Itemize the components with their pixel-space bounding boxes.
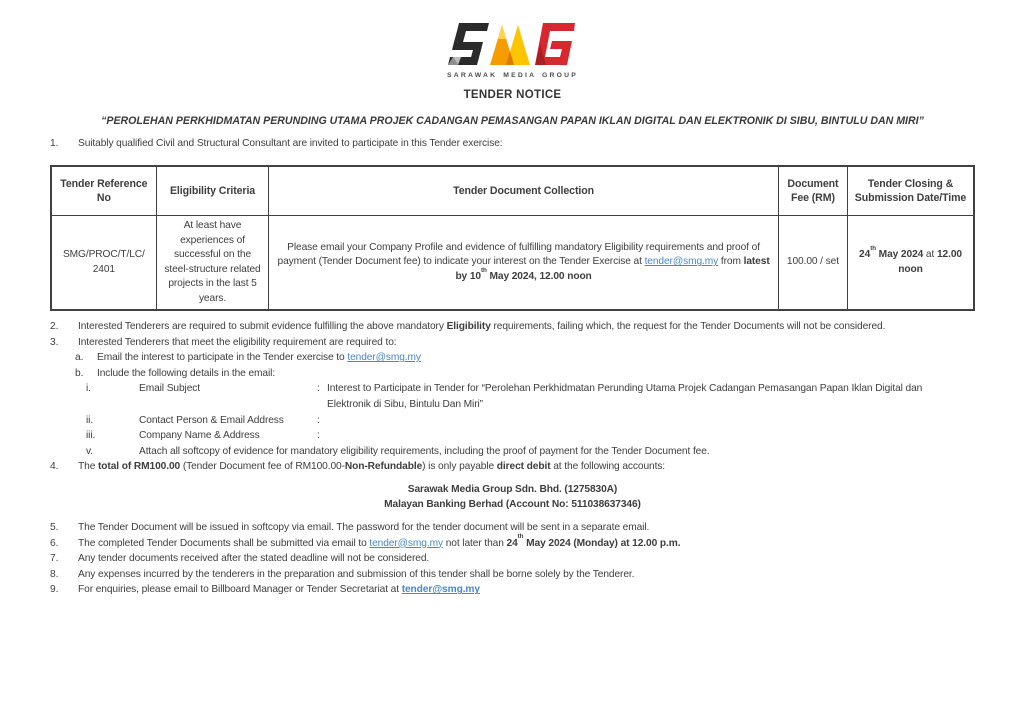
closing-date: 24 [859,249,871,261]
roman-marker: i. [86,383,91,395]
tender-email-link[interactable]: tender@smg.my [347,352,421,364]
bank-account-name: Sarawak Media Group Sdn. Bhd. (1275830A) [407,484,618,496]
list-item-9 [50,582,975,598]
roman-marker: v. [86,445,93,457]
list-item-3a-text [97,350,975,366]
item4-directdebit-bold: direct debit [496,461,551,473]
item6-text: not later than [442,537,507,549]
header-eligibility-criteria: Eligibility Criteria [156,166,269,216]
contact-person-label: Contact Person & Email Address [139,414,284,426]
list-number: 7. [50,553,59,565]
list-item-6 [50,533,975,552]
list-item-3-text: Interested Tenderers that meet the eligibility requirement are required to: [78,336,397,348]
tender-email-link[interactable]: tender@smg.my [644,256,719,268]
colon-separator: : [317,414,320,426]
document-header [50,22,975,127]
cell-eligibility-criteria: At least have experiences of successful on the steel-structure related projects in the last 5 years. [156,216,269,311]
list-number: 3. [50,336,59,348]
cell-document-fee: 100.00 / set [778,216,847,311]
page-title: TENDER NOTICE [463,89,562,101]
list-number: 1. [50,138,59,149]
list-number: 4. [50,461,59,473]
reference-no-line2: 2401 [92,263,115,275]
list-item-5 [50,520,975,536]
list-item-3b-text: Include the following details in the email: [97,367,276,379]
roman-marker: ii. [86,414,94,426]
list-item-3b-i [86,381,975,412]
list-item-3a [75,350,975,366]
list-item-4 [50,459,975,475]
item6-text: The completed Tender Documents shall be submitted via email to [78,537,370,549]
company-name-label: Company Name & Address [139,430,260,442]
list-item-9-text [78,582,975,598]
list-number: 5. [50,522,59,534]
sub-list-marker: a. [75,352,84,364]
collection-deadline: May 2024, 12.00 noon [486,270,592,282]
colon-separator: : [317,383,320,395]
list-item-2 [50,319,975,335]
closing-date: May 2024 [875,249,924,261]
roman-marker: iii. [86,430,96,442]
list-item-8 [50,567,975,583]
item6-deadline-bold: May 2024 (Monday) at 12.00 p.m. [523,537,681,549]
list-item-3 [50,335,975,351]
header-document-fee: Document Fee (RM) [778,166,847,216]
item2-text: Interested Tenderers are required to submit evidence fulfilling the above mandatory [78,321,447,333]
bank-account-block [50,483,975,512]
tender-table [50,165,975,312]
table-row [51,216,974,311]
email-subject-label: Email Subject [139,383,200,395]
list-item-7 [50,551,975,567]
collection-text: Please email your Company Profile and evidence of fulfilling mandatory Eligibility requirements and proof of payment (Tender Document fee) to indicate your interest on the Tender Exercise at [277,241,760,268]
header-tender-closing: Tender Closing & Submission Date/Time [848,166,974,216]
closing-at: at [923,249,937,261]
item4-text: The [78,461,98,473]
cell-tender-reference-no [51,216,156,311]
tender-email-link[interactable]: tender@smg.my [369,537,443,549]
ordinal-suffix: th [870,244,876,252]
smg-logo-icon [448,22,576,66]
header-tender-document-collection: Tender Document Collection [269,166,779,216]
list-item-3b [75,366,975,382]
collection-text: from [718,256,744,268]
tender-email-link[interactable]: tender@smg.my [401,584,480,596]
item4-text: at the following accounts: [550,461,666,473]
list-item-3b-v [86,444,975,460]
item2-text: requirements, failing which, the request for the Tender Documents will not be considered. [490,321,886,333]
logo-subtitle: SARAWAK MEDIA GROUP [447,72,578,79]
attach-softcopy-text: Attach all softcopy of evidence for mandatory eligibility requirements, including the proof of payment for the Tender Document fee. [139,445,710,457]
item4-text: ) is only payable [422,461,497,473]
sub-list-marker: b. [75,367,84,379]
ordinal-suffix: th [517,533,524,541]
list-item-8-text: Any expenses incurred by the tenderers in the preparation and submission of this tender shall be borne solely by the Tenderer. [78,568,635,580]
bank-account-number: Malayan Banking Berhad (Account No: 511038637346) [384,498,641,510]
cell-tender-closing [848,216,974,311]
header-tender-reference-no: Tender Reference No [51,166,156,216]
smg-logo [447,22,578,79]
company-name-value [327,428,975,444]
item2-eligibility-bold: Eligibility [446,321,491,333]
list-number: 2. [50,321,59,333]
item9-text: For enquiries, please email to Billboard Manager or Tender Secretariat at [78,584,402,596]
cell-tender-document-collection [269,216,779,311]
list-item-1-text: Suitably qualified Civil and Structural Consultant are invited to participate in this Tender exercise: [78,138,503,149]
item4-text: (Tender Document fee of RM100.00- [180,461,345,473]
item3a-text: Email the interest to participate in the Tender exercise to [97,352,348,364]
tender-table-header [51,166,974,216]
list-item-3b-iii [86,428,975,444]
item4-total-bold: total of RM100.00 [98,461,181,473]
email-subject-value: Interest to Participate in Tender for “Perolehan Perkhidmatan Perunding Utama Projek Cadangan Pemasangan Papan Iklan Digital dan Elektronik di Sibu, Bintulu Dan Miri” [327,383,923,411]
item6-deadline-bold: 24 [506,537,518,549]
list-item-6-text [78,533,975,552]
closing-time: 12.00 noon [898,249,962,275]
logo-m-facet-light [498,25,506,39]
collection-deadline: latest by 10 [455,256,770,282]
ordinal-suffix: th [481,266,487,274]
list-item-4-text [78,459,975,475]
reference-no-line1: SMG/PROC/T/LC/ [62,249,145,261]
tender-body [50,136,975,598]
list-item-1 [50,136,975,152]
list-number: 6. [50,537,59,549]
list-item-7-text: Any tender documents received after the stated deadline will not be considered. [78,553,430,565]
list-item-2-text [78,319,975,335]
list-item-5-text: The Tender Document will be issued in softcopy via email. The password for the tender document will be sent in a separate email. [78,522,650,534]
list-number: 8. [50,568,59,580]
colon-separator: : [317,430,320,442]
tender-subject-line: “PEROLEHAN PERKHIDMATAN PERUNDING UTAMA PROJEK CADANGAN PEMASANGAN PAPAN IKLAN DIGITAL DAN ELEKTRONIK DI SIBU, BINTULU DAN MIRI” [101,115,924,127]
contact-person-value [327,413,975,429]
item4-nonrefundable-bold: Non-Refundable [344,461,423,473]
list-number: 9. [50,584,59,596]
list-item-3b-ii [86,413,975,429]
